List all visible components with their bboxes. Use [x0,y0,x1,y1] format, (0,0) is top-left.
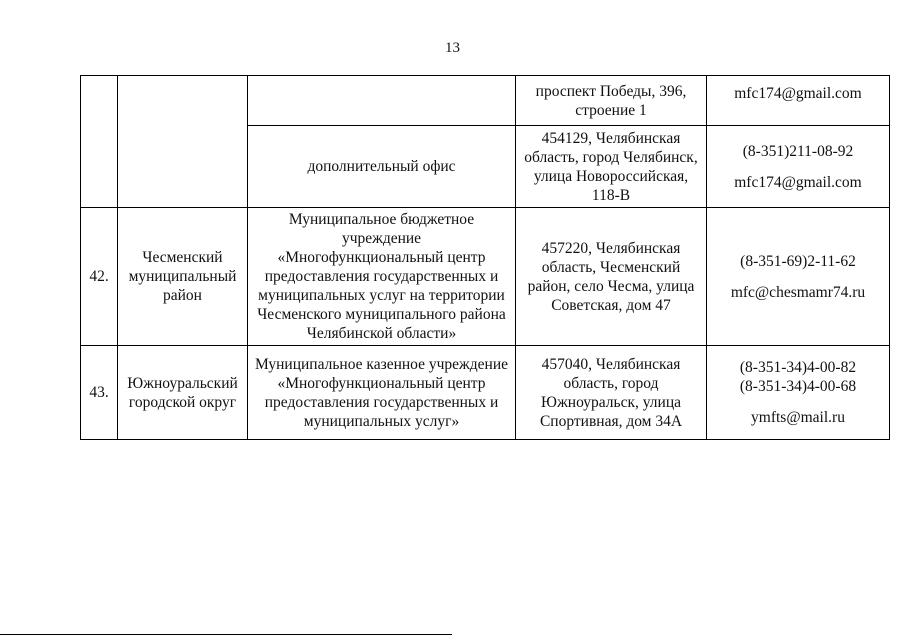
organization-line: предоставления государственных и [264,393,499,411]
phone-text: (8-351)211-08-92 [742,142,854,160]
address-cell [516,126,707,208]
organization-line: дополнительный офис [307,158,456,175]
row-number-cell: 42. [81,208,118,346]
contact-cell [707,76,890,126]
organization-line: предоставления государственных и [264,268,499,285]
table-row [81,208,890,346]
organization-line: Чесменского муниципального района [257,306,506,323]
table-row [81,346,890,440]
address-line: область, Чесменский [541,258,681,276]
address-line: строение 1 [575,101,647,119]
address-line: 118-В [591,186,631,204]
mfc-table [80,75,890,440]
organization-cell [248,346,516,440]
address-line: улица Новороссийская, [533,167,689,185]
address-cell [516,208,707,346]
email-text: mfc174@gmail.com [734,85,862,102]
row-number-cell: 43. [81,346,118,440]
organization-line: «Многофункциональный центр [277,374,486,392]
address-line: область, город Челябинск, [524,148,698,166]
address-cell [516,76,707,126]
organization-line: муниципальных услуг на территории [258,287,505,304]
table-row [81,76,890,126]
organization-line: Муниципальное бюджетное учреждение [288,211,475,247]
address-line: Южноуральск, улица [540,393,682,411]
district-line: городской округ [128,393,237,411]
address-line: Спортивная, дом 34А [539,412,683,430]
address-line: 457040, Челябинская [541,355,681,373]
district-line: район [163,287,202,304]
phone-text: (8-351-69)2-11-62 [740,252,856,270]
contact-cell [707,208,890,346]
district-line: Чесменский [142,249,223,266]
organization-cell [248,76,516,126]
footnote-divider [0,634,452,635]
organization-line: муниципальных услуг» [303,412,460,430]
district-line: Южноуральский [127,374,238,392]
email-text: mfc@chesmamr74.ru [730,283,866,301]
address-line: Советская, дом 47 [551,296,671,314]
organization-cell [248,126,516,208]
organization-cell [248,208,516,346]
email-text: ymfts@mail.ru [751,409,845,426]
address-line: проспект Победы, 396, [535,82,687,100]
phone-text: (8-351-34)4-00-82 [739,359,857,376]
organization-line: Челябинской области» [306,325,457,342]
contact-cell [707,126,890,208]
address-line: 457220, Челябинская [541,239,681,257]
phone-text: (8-351-34)4-00-68 [739,378,857,395]
organization-line: Муниципальное казенное учреждение [254,355,508,373]
district-line: муниципальный [128,268,237,285]
address-cell [516,346,707,440]
page-number: 13 [445,40,460,56]
row-number-cell [81,76,118,208]
contact-cell [707,346,890,440]
district-cell [118,208,248,346]
district-cell [118,76,248,208]
district-cell [118,346,248,440]
email-text: mfc174@gmail.com [734,173,862,191]
address-line: 454129, Челябинская [541,129,681,147]
address-line: область, город [563,374,659,392]
address-line: район, село Чесма, улица [527,277,695,295]
organization-line: «Многофункциональный центр [277,249,486,266]
